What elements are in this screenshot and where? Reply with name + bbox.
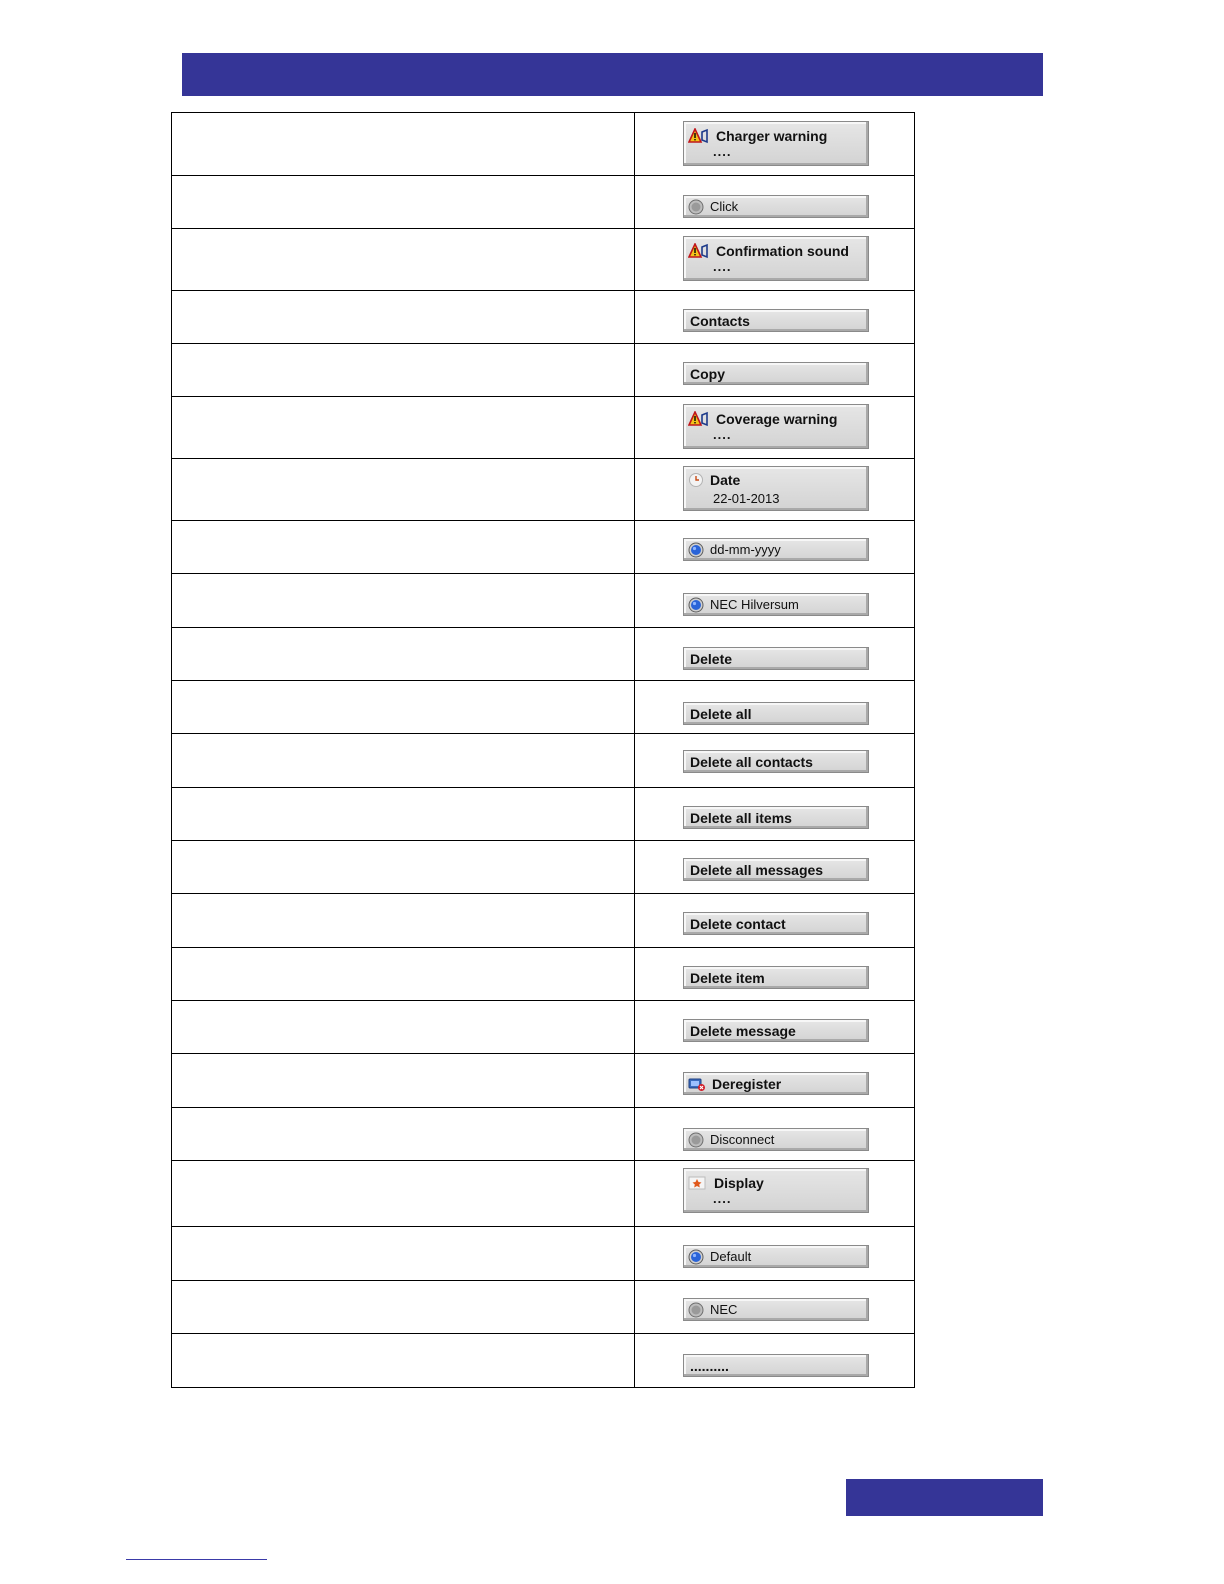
description-cell <box>172 734 635 788</box>
display-label: NEC <box>710 1302 738 1317</box>
description-cell <box>172 459 635 521</box>
description-cell <box>172 113 635 176</box>
display-cell <box>635 734 915 788</box>
footer-link-line <box>126 1559 267 1560</box>
radio-off-icon <box>688 1132 704 1148</box>
display-cell <box>635 1108 915 1161</box>
display-cell <box>635 176 915 229</box>
display-cell <box>635 574 915 628</box>
table-row <box>172 681 915 734</box>
display-label: Delete item <box>690 969 765 986</box>
display-screen <box>683 195 869 218</box>
display-screen <box>683 1019 869 1042</box>
display-screen <box>683 466 869 511</box>
display-screen <box>683 1168 869 1213</box>
table-row <box>172 1108 915 1161</box>
radio-on-icon <box>688 597 704 613</box>
display-cell <box>635 1054 915 1108</box>
table-row <box>172 1227 915 1281</box>
display-sublabel: .... <box>713 427 732 442</box>
display-label: Delete all contacts <box>690 753 813 770</box>
display-icon <box>688 1175 708 1191</box>
display-label: Delete all items <box>690 809 792 826</box>
warning-bell-icon <box>688 411 710 427</box>
table-row <box>172 1281 915 1334</box>
description-cell <box>172 344 635 397</box>
deregister-icon <box>688 1076 706 1092</box>
display-cell <box>635 229 915 291</box>
display-text-table <box>171 112 915 1388</box>
display-cell <box>635 1161 915 1227</box>
display-screen <box>683 912 869 935</box>
display-label: Delete message <box>690 1022 796 1039</box>
description-cell <box>172 1227 635 1281</box>
display-label: Coverage warning <box>716 411 838 427</box>
display-label: Contacts <box>690 312 750 329</box>
display-cell <box>635 521 915 574</box>
header-bar <box>182 53 1043 96</box>
display-screen <box>683 593 869 616</box>
table-row <box>172 459 915 521</box>
display-label: Delete <box>690 650 733 667</box>
display-cell <box>635 113 915 176</box>
table-row <box>172 291 915 344</box>
display-screen <box>683 750 869 773</box>
display-sublabel: .... <box>713 144 732 159</box>
display-cell <box>635 1227 915 1281</box>
display-label: Click <box>710 199 739 214</box>
display-cell <box>635 344 915 397</box>
description-cell <box>172 1161 635 1227</box>
description-cell <box>172 397 635 459</box>
display-label: NEC Hilversum <box>710 597 799 612</box>
table-row <box>172 628 915 681</box>
table-row <box>172 1161 915 1227</box>
table-row <box>172 734 915 788</box>
description-cell <box>172 788 635 841</box>
description-cell <box>172 574 635 628</box>
display-screen <box>683 538 869 561</box>
display-screen <box>683 236 869 281</box>
display-screen <box>683 1354 869 1377</box>
description-cell <box>172 1054 635 1108</box>
display-screen <box>683 806 869 829</box>
warning-bell-icon <box>688 128 710 144</box>
description-cell <box>172 948 635 1001</box>
display-screen <box>683 1298 869 1321</box>
table-row <box>172 948 915 1001</box>
table-row <box>172 344 915 397</box>
display-label: Disconnect <box>710 1132 775 1147</box>
display-label: dd-mm-yyyy <box>710 542 781 557</box>
display-sublabel: .... <box>713 259 732 274</box>
display-label: Deregister <box>712 1075 782 1092</box>
display-screen <box>683 1072 869 1095</box>
display-label: Confirmation sound <box>716 243 849 259</box>
description-cell <box>172 681 635 734</box>
display-screen <box>683 1245 869 1268</box>
warning-bell-icon <box>688 243 710 259</box>
display-cell <box>635 1334 915 1388</box>
description-cell <box>172 894 635 948</box>
table-row <box>172 1001 915 1054</box>
display-cell <box>635 841 915 894</box>
display-screen <box>683 362 869 385</box>
footer-bar <box>846 1479 1043 1516</box>
display-label: Charger warning <box>716 128 828 144</box>
description-cell <box>172 521 635 574</box>
display-cell <box>635 459 915 521</box>
display-screen <box>683 404 869 449</box>
description-cell <box>172 229 635 291</box>
display-cell <box>635 948 915 1001</box>
display-cell <box>635 1281 915 1334</box>
description-cell <box>172 1281 635 1334</box>
display-cell <box>635 681 915 734</box>
display-screen <box>683 966 869 989</box>
description-cell <box>172 1334 635 1388</box>
radio-on-icon <box>688 1249 704 1265</box>
description-cell <box>172 1001 635 1054</box>
table-row <box>172 894 915 948</box>
radio-off-icon <box>688 199 704 215</box>
table-row <box>172 841 915 894</box>
display-screen <box>683 309 869 332</box>
description-cell <box>172 291 635 344</box>
display-cell <box>635 291 915 344</box>
display-screen <box>683 121 869 166</box>
display-label: Copy <box>690 365 725 382</box>
display-cell <box>635 788 915 841</box>
display-screen <box>683 647 869 670</box>
table-row <box>172 574 915 628</box>
description-cell <box>172 628 635 681</box>
table-row <box>172 788 915 841</box>
display-label: Date <box>710 471 741 488</box>
description-cell <box>172 176 635 229</box>
display-screen <box>683 702 869 725</box>
table-row <box>172 176 915 229</box>
table-row <box>172 229 915 291</box>
clock-icon <box>688 472 704 488</box>
display-label: Default <box>710 1249 752 1264</box>
description-cell <box>172 1108 635 1161</box>
display-screen <box>683 1128 869 1151</box>
display-sublabel: .... <box>713 1191 732 1206</box>
display-cell <box>635 1001 915 1054</box>
display-label: Delete all messages <box>690 861 824 878</box>
display-label: Delete contact <box>690 915 786 932</box>
radio-on-icon <box>688 542 704 558</box>
description-cell <box>172 841 635 894</box>
table-row <box>172 1334 915 1388</box>
table-row <box>172 1054 915 1108</box>
display-screen <box>683 858 869 881</box>
display-label: .......... <box>690 1357 729 1374</box>
table-row <box>172 113 915 176</box>
display-sublabel: 22-01-2013 <box>713 490 780 506</box>
display-cell <box>635 628 915 681</box>
table-row <box>172 397 915 459</box>
display-cell <box>635 894 915 948</box>
display-label: Delete all <box>690 705 752 722</box>
radio-off-icon <box>688 1302 704 1318</box>
table-row <box>172 521 915 574</box>
display-label: Display <box>714 1175 764 1191</box>
display-cell <box>635 397 915 459</box>
